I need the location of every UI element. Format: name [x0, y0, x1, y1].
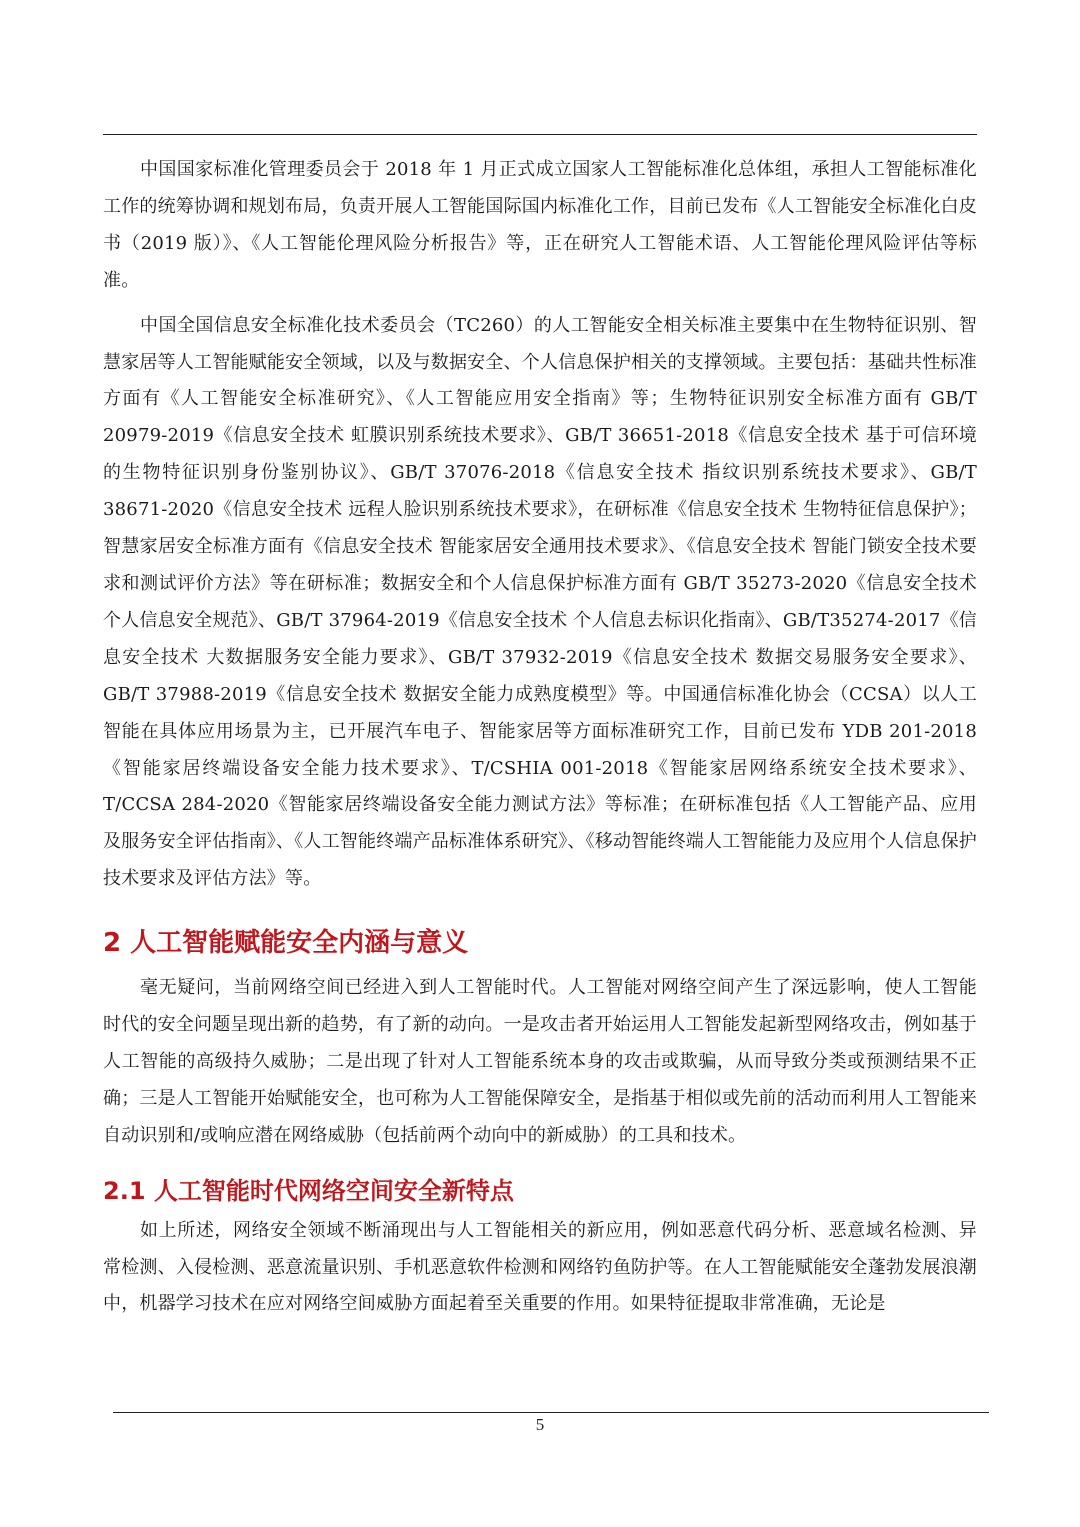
- header-rule: [103, 134, 977, 135]
- body-paragraph: 毫无疑问，当前网络空间已经进入到人工智能时代。人工智能对网络空间产生了深远影响，使人工智能时代的安全问题呈现出新的趋势，有了新的动向。一是攻击者开始运用人工智能发起新型网络攻击，例如基于人工智能的高级持久威胁；二是出现了针对人工智能系统本身的攻击或欺骗，从而导致分类或预测结果不正确；三是人工智能开始赋能安全，也可称为人工智能保障安全，是指基于相似或先前的活动而利用人工智能来自动识别和/或响应潜在网络威胁（包括前两个动向中的新威胁）的工具和技术。: [103, 977, 977, 1146]
- subsection-heading: 2.1 人工智能时代网络空间安全新特点: [103, 1176, 514, 1205]
- page-content: [103, 152, 977, 1331]
- section-heading: 2 人工智能赋能安全内涵与意义: [103, 928, 469, 959]
- footer-rule: [113, 1412, 989, 1413]
- body-paragraph: 如上所述，网络安全领域不断涌现出与人工智能相关的新应用，例如恶意代码分析、恶意域名检测、异常检测、入侵检测、恶意流量识别、手机恶意软件检测和网络钓鱼防护等。在人工智能赋能安全蓬勃发展浪潮中，机器学习技术在应对网络空间威胁方面起着至关重要的作用。如果特征提取非常准确，无论是: [103, 1219, 977, 1315]
- body-paragraph: 中国国家标准化管理委员会于 2018 年 1 月正式成立国家人工智能标准化总体组，承担人工智能标准化工作的统筹协调和规划布局，负责开展人工智能国际国内标准化工作，目前已发布《人工智能安全标准化白皮书（2019 版）》、《人工智能伦理风险分析报告》等，正在研究人工智能术语、人工智能伦理风险评估等标准。: [103, 159, 977, 291]
- page-number: 5: [535, 1415, 545, 1434]
- body-paragraph: 中国全国信息安全标准化技术委员会（TC260）的人工智能安全相关标准主要集中在生物特征识别、智慧家居等人工智能赋能安全领域，以及与数据安全、个人信息保护相关的支撑领域。主要包括：基础共性标准方面有《人工智能安全标准研究》、《人工智能应用安全指南》等；生物特征识别安全标准方面有 GB/T 20979-2019《信息安全技术 虹膜识别系统技术要求》、GB/T 36651-2018《信息安全技术 基于可信环境的生物特征识别身份鉴别协议》、GB/T 37076-2018《信息安全技术 指纹识别系统技术要求》、GB/T 38671-2020《信息安全技术 远程人脸识别系统技术要求》，在研标准《信息安全技术 生物特征信息保护》；智慧家居安全标准方面有《信息安全技术 智能家居安全通用技术要求》、《信息安全技术 智能门锁安全技术要求和测试评价方法》等在研标准；数据安全和个人信息保护标准方面有 GB/T 35273-2020《信息安全技术 个人信息安全规范》、GB/T 37964-2019《信息安全技术 个人信息去标识化指南》、GB/T35274-2017《信息安全技术 大数据服务安全能力要求》、GB/T 37932-2019《信息安全技术 数据交易服务安全要求》、GB/T 37988-2019《信息安全技术 数据安全能力成熟度模型》等。中国通信标准化协会（CCSA）以人工智能在具体应用场景为主，已开展汽车电子、智能家居等方面标准研究工作，目前已发布 YDB 201-2018《智能家居终端设备安全能力技术要求》、T/CSHIA 001-2018《智能家居网络系统安全技术要求》、T/CCSA 284-2020《智能家居终端设备安全能力测试方法》等标准；在研标准包括《人工智能产品、应用及服务安全评估指南》、《人工智能终端产品标准体系研究》、《移动智能终端人工智能能力及应用个人信息保护技术要求及评估方法》等。: [103, 314, 977, 890]
